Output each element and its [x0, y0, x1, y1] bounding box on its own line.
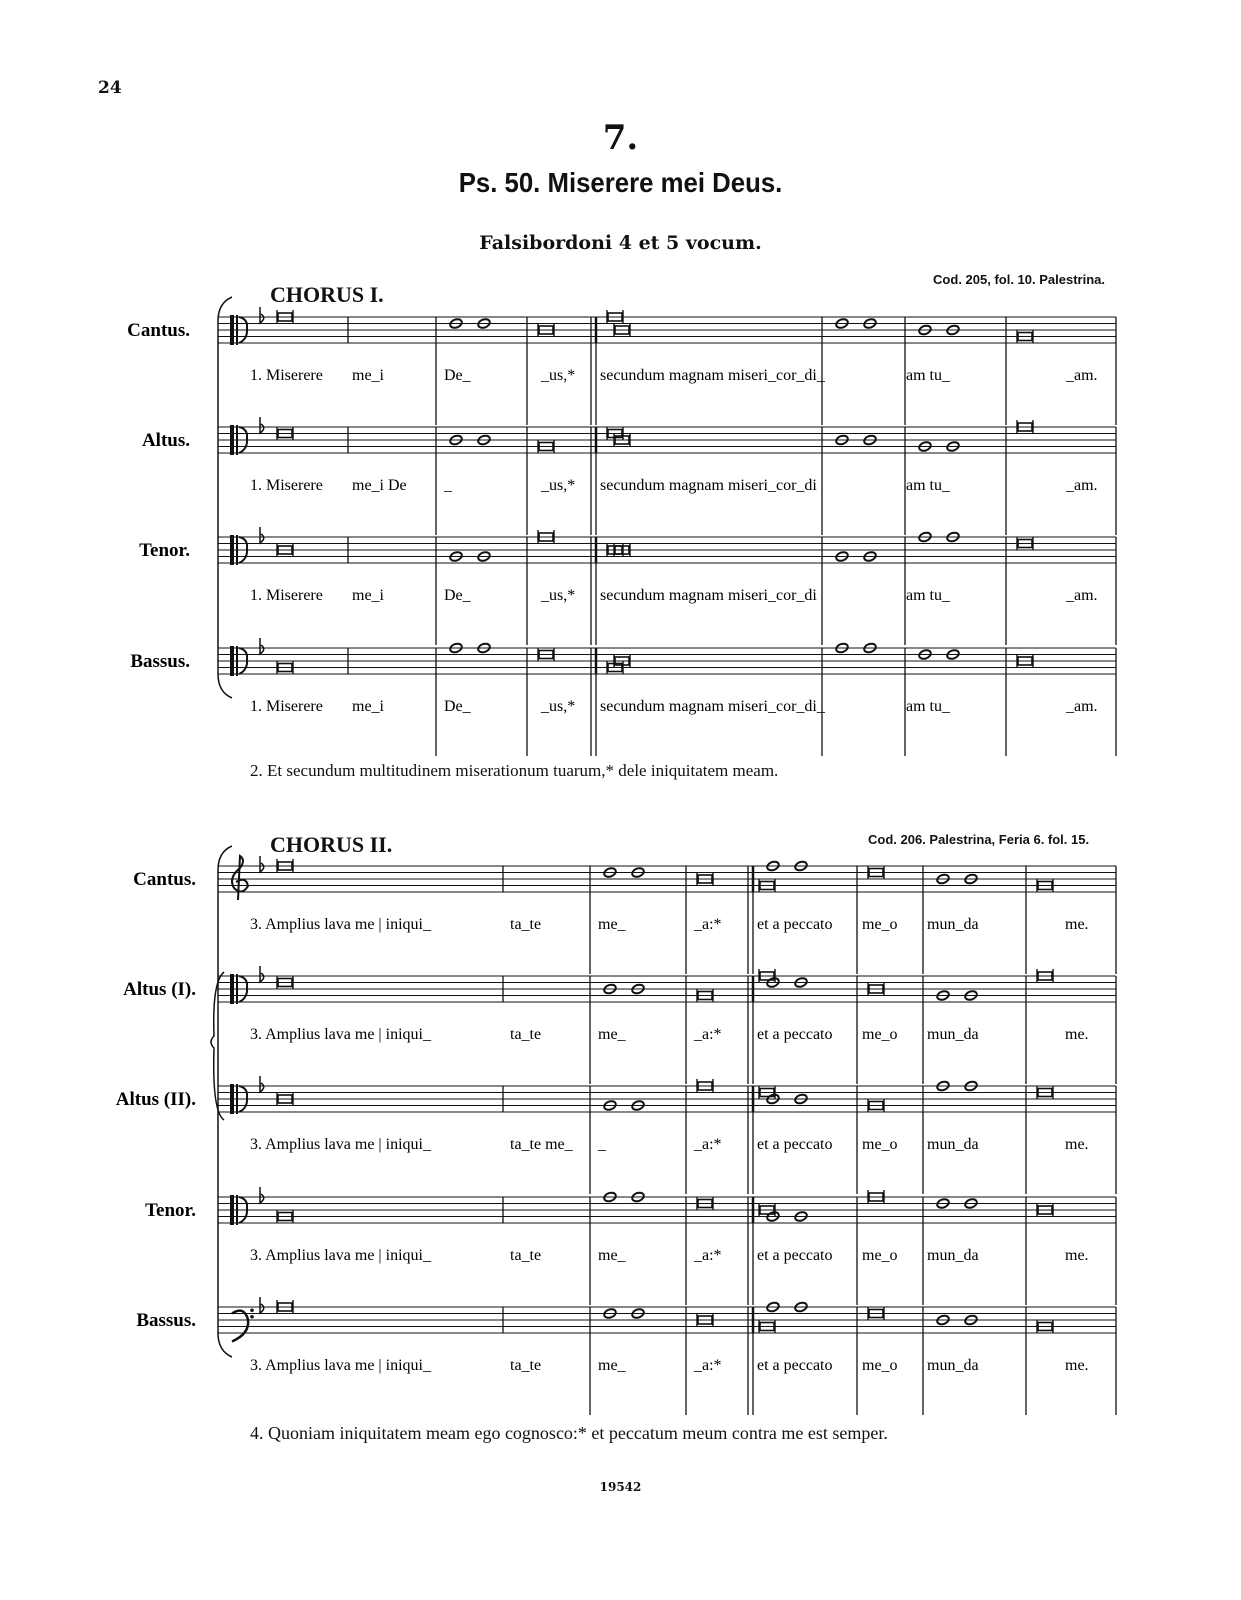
voice-name: Altus.: [141, 430, 190, 451]
lyric-syllable: me_o: [862, 916, 898, 933]
lyric-syllable: _: [444, 477, 452, 494]
flat-icon: [260, 307, 264, 323]
lyric-syllable: et a peccato: [757, 1357, 833, 1374]
c-clef-icon: [236, 1195, 238, 1225]
c-clef-icon: [230, 315, 234, 345]
lyric-syllable: am tu_: [906, 698, 950, 715]
lyric-syllable: _us,*: [541, 367, 576, 384]
following-verse: 2. Et secundum multitudinem miserationum tuarum,* dele iniquitatem meam.: [250, 761, 779, 780]
c-clef-icon: [236, 646, 238, 676]
lyric-syllable: me_: [598, 1357, 626, 1374]
lyric-syllable: secundum magnam miseri_cor_di: [600, 477, 817, 494]
lyric-syllable: me_o: [862, 1136, 898, 1153]
lyric-syllable: _a:*: [694, 1026, 722, 1043]
flat-icon: [260, 1187, 264, 1203]
c-clef-icon: [236, 535, 238, 565]
lyric-syllable: ta_te: [510, 916, 542, 933]
c-clef-icon: [230, 1084, 234, 1114]
lyric-syllable: 3. Amplius lava me | iniqui_: [250, 916, 431, 933]
lyric-syllable: me_: [598, 1247, 626, 1264]
flat-icon: [260, 856, 264, 872]
lyric-syllable: 1. Miserere: [250, 698, 323, 715]
lyric-syllable: _a:*: [694, 1247, 722, 1264]
c-clef-icon: [230, 974, 234, 1004]
plate-number: 19542: [599, 1480, 642, 1494]
lyric-syllable: De_: [444, 587, 471, 604]
lyric-syllable: ta_te: [510, 1357, 542, 1374]
lyric-syllable: De_: [444, 367, 471, 384]
voice-name: Tenor.: [139, 540, 190, 561]
bass-clef-icon: [250, 1308, 254, 1312]
lyric-syllable: secundum magnam miseri_cor_di: [600, 587, 817, 604]
system-brace: [218, 297, 232, 698]
system-brace: [218, 846, 232, 1357]
lyric-syllable: mun_da: [927, 1247, 979, 1264]
lyric-syllable: me_i De: [352, 477, 407, 494]
lyric-syllable: me_o: [862, 1026, 898, 1043]
lyric-syllable: me.: [1065, 1026, 1089, 1043]
voice-name: Cantus.: [127, 320, 190, 341]
lyric-syllable: me.: [1065, 1247, 1089, 1264]
lyric-syllable: 1. Miserere: [250, 477, 323, 494]
lyric-syllable: _: [598, 1136, 606, 1153]
lyric-syllable: et a peccato: [757, 916, 833, 933]
lyric-syllable: 3. Amplius lava me | iniqui_: [250, 1026, 431, 1043]
c-clef-icon: [236, 315, 238, 345]
lyric-syllable: _us,*: [541, 698, 576, 715]
page-number: 24: [98, 78, 122, 98]
piece-number: 7.: [602, 118, 639, 158]
flat-icon: [260, 527, 264, 543]
voice-name: Altus (I).: [123, 979, 196, 1000]
lyric-syllable: mun_da: [927, 1136, 979, 1153]
flat-icon: [260, 1076, 264, 1092]
lyric-syllable: ta_te me_: [510, 1136, 573, 1153]
lyric-syllable: secundum magnam miseri_cor_di_: [600, 698, 825, 715]
flat-icon: [260, 1297, 264, 1313]
lyric-syllable: mun_da: [927, 1026, 979, 1043]
chorus-label: CHORUS II.: [270, 832, 393, 857]
lyric-syllable: De_: [444, 698, 471, 715]
c-clef-icon: [230, 1195, 234, 1225]
flat-icon: [260, 966, 264, 982]
lyric-syllable: am tu_: [906, 367, 950, 384]
c-clef-icon: [230, 535, 234, 565]
treble-clef-icon: [232, 856, 248, 900]
lyric-syllable: 3. Amplius lava me | iniqui_: [250, 1247, 431, 1264]
lyric-syllable: me.: [1065, 1136, 1089, 1153]
piece-subtitle: Falsibordoni 4 et 5 vocum.: [479, 232, 762, 254]
lyric-syllable: ta_te: [510, 1247, 542, 1264]
flat-icon: [260, 417, 264, 433]
lyric-syllable: me_o: [862, 1357, 898, 1374]
lyric-syllable: et a peccato: [757, 1136, 833, 1153]
c-clef-icon: [236, 1084, 238, 1114]
lyric-syllable: me_i: [352, 587, 384, 604]
lyric-syllable: _a:*: [694, 1357, 722, 1374]
lyric-syllable: _am.: [1066, 587, 1098, 604]
lyric-syllable: 3. Amplius lava me | iniqui_: [250, 1357, 431, 1374]
lyric-syllable: _am.: [1066, 698, 1098, 715]
lyric-syllable: me_i: [352, 698, 384, 715]
lyric-syllable: _am.: [1066, 477, 1098, 494]
lyric-syllable: am tu_: [906, 477, 950, 494]
lyric-syllable: et a peccato: [757, 1247, 833, 1264]
lyric-syllable: me_o: [862, 1247, 898, 1264]
source-reference: Cod. 205, fol. 10. Palestrina.: [933, 272, 1105, 287]
lyric-syllable: me_: [598, 1026, 626, 1043]
lyric-syllable: me.: [1065, 916, 1089, 933]
c-clef-icon: [236, 425, 238, 455]
c-clef-icon: [236, 974, 238, 1004]
lyric-syllable: _us,*: [541, 477, 576, 494]
lyric-syllable: _am.: [1066, 367, 1098, 384]
voice-name: Altus (II).: [115, 1089, 196, 1110]
source-reference: Cod. 206. Palestrina, Feria 6. fol. 15.: [868, 832, 1090, 847]
bass-clef-icon: [250, 1315, 254, 1319]
voice-name: Tenor.: [145, 1200, 196, 1221]
lyric-syllable: _us,*: [541, 587, 576, 604]
lyric-syllable: et a peccato: [757, 1026, 833, 1043]
lyric-syllable: secundum magnam miseri_cor_di_: [600, 367, 825, 384]
lyric-syllable: me_i: [352, 367, 384, 384]
lyric-syllable: mun_da: [927, 916, 979, 933]
flat-icon: [260, 638, 264, 654]
voice-name: Bassus.: [136, 1310, 196, 1331]
chorus-label: CHORUS I.: [270, 282, 384, 307]
lyric-syllable: ta_te: [510, 1026, 542, 1043]
lyric-syllable: 3. Amplius lava me | iniqui_: [250, 1136, 431, 1153]
lyric-syllable: _a:*: [694, 1136, 722, 1153]
lyric-syllable: me.: [1065, 1357, 1089, 1374]
voice-name: Cantus.: [133, 869, 196, 890]
lyric-syllable: 1. Miserere: [250, 587, 323, 604]
lyric-syllable: mun_da: [927, 1357, 979, 1374]
following-verse: 4. Quoniam iniquitatem meam ego cognosco:* et peccatum meum contra me est semper.: [250, 1423, 888, 1443]
c-clef-icon: [230, 425, 234, 455]
lyric-syllable: _a:*: [694, 916, 722, 933]
lyric-syllable: am tu_: [906, 587, 950, 604]
piece-title: Ps. 50. Miserere mei Deus.: [458, 167, 783, 198]
voice-name: Bassus.: [130, 651, 190, 672]
lyric-syllable: 1. Miserere: [250, 367, 323, 384]
lyric-syllable: me_: [598, 916, 626, 933]
c-clef-icon: [230, 646, 234, 676]
